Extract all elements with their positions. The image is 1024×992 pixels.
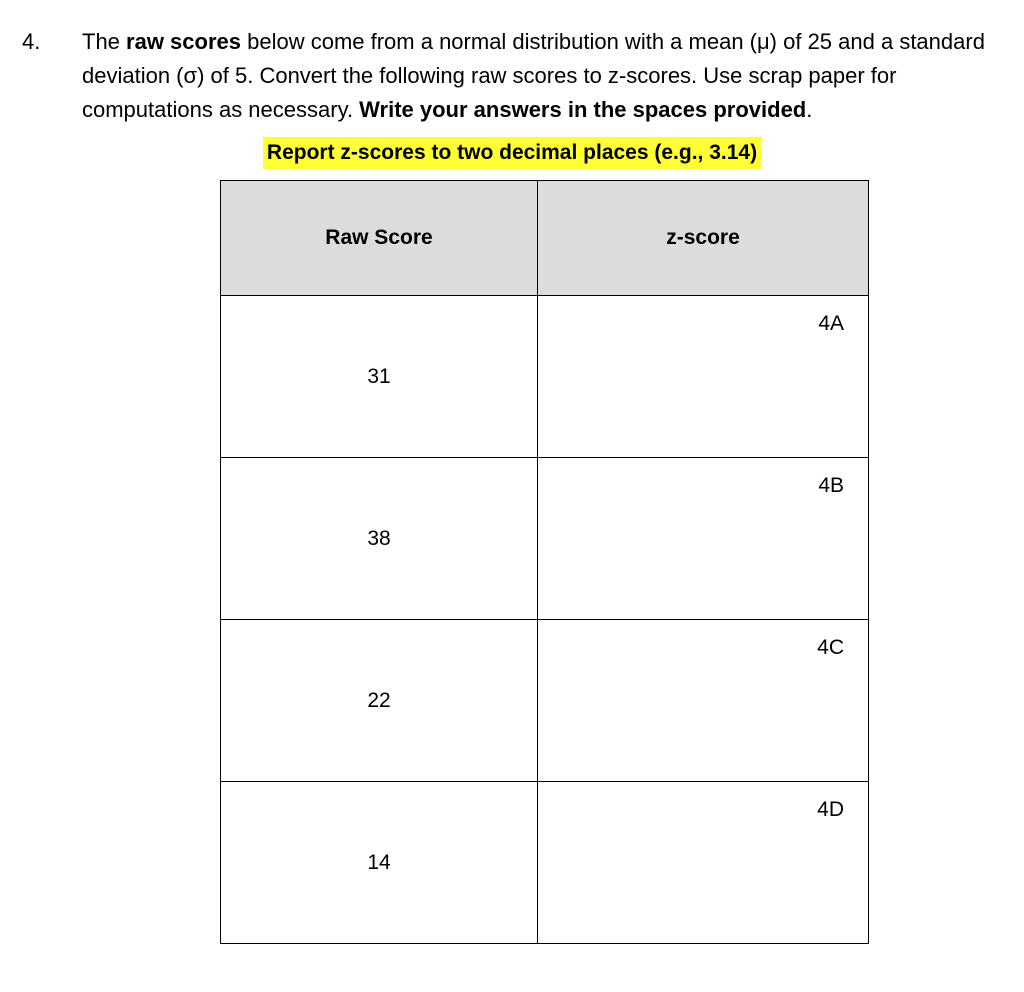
z-score-answer-cell-4b[interactable] bbox=[538, 458, 869, 620]
raw-score-header: Raw Score bbox=[221, 181, 538, 296]
question-text bbox=[82, 25, 1012, 127]
question-text-period: . bbox=[806, 97, 813, 122]
raw-score-cell: 22 bbox=[221, 620, 538, 782]
raw-score-cell: 38 bbox=[221, 458, 538, 620]
question-text-part-1: The bbox=[82, 29, 127, 54]
question-text-write-answers: Write your answers in the spaces provided bbox=[359, 97, 807, 122]
question-number: 4. bbox=[22, 29, 41, 54]
z-score-answer-cell-4d[interactable] bbox=[538, 782, 869, 944]
instruction-row bbox=[0, 137, 1024, 169]
answer-label-4b: 4B bbox=[818, 474, 844, 497]
question-text-part-2: below come from a normal distribution with a mean (μ) of 25 and a standard deviation (σ) of 5. Convert the following raw scores to z-scores. Use scrap paper for computations as necessary. bbox=[82, 29, 985, 122]
question-text-raw-scores: raw scores bbox=[126, 29, 241, 54]
z-score-header: z-score bbox=[538, 181, 869, 296]
z-score-table bbox=[220, 180, 869, 944]
raw-score-cell: 14 bbox=[221, 782, 538, 944]
table-row bbox=[221, 782, 869, 944]
table-row bbox=[221, 458, 869, 620]
highlighted-instruction: Report z-scores to two decimal places (e.g., 3.14) bbox=[263, 137, 761, 169]
answer-label-4a: 4A bbox=[818, 312, 844, 335]
answer-label-4d: 4D bbox=[817, 798, 844, 821]
z-score-answer-cell-4a[interactable] bbox=[538, 296, 869, 458]
table-row bbox=[221, 296, 869, 458]
z-score-answer-cell-4c[interactable] bbox=[538, 620, 869, 782]
answer-label-4c: 4C bbox=[817, 636, 844, 659]
table-header-row bbox=[221, 181, 869, 296]
raw-score-cell: 31 bbox=[221, 296, 538, 458]
table-row bbox=[221, 620, 869, 782]
